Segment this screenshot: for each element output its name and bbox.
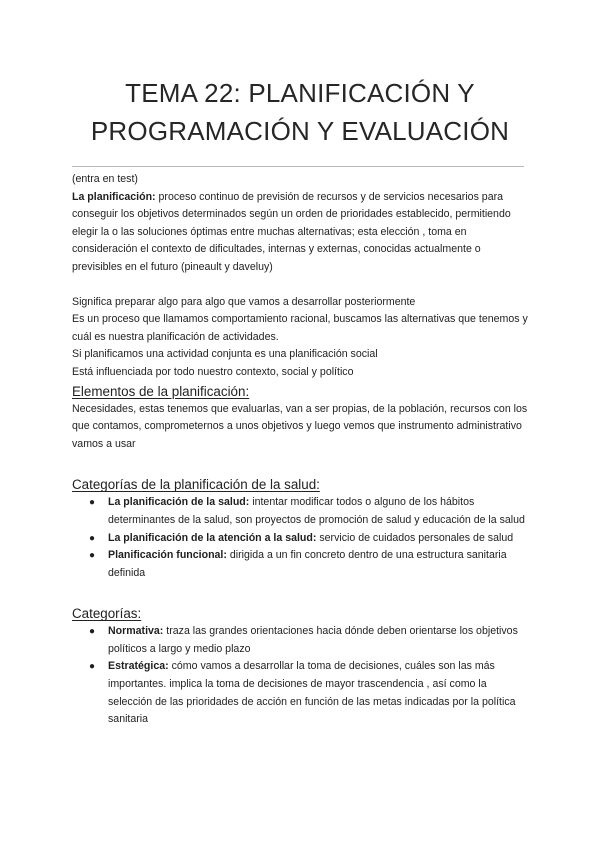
definition-text: proceso continuo de previsión de recursos y de servicios necesarios para conseguir los objetivos determinados según un orden de prioridades establecido, permitiendo elegir la o las soluciones óptimas entre muchas alternativas; esta elección , toma en consideración el contexto de dificultades, internas y externas, conocidas actualmente o previsibles en el futuro (pineault y daveluy) [72, 190, 511, 273]
page-title [0, 74, 600, 150]
spacer [72, 453, 532, 475]
list-item [72, 494, 532, 529]
item-term: La planificación de la salud: [108, 496, 250, 509]
list-item [72, 623, 532, 658]
test-note: (entra en test) [72, 173, 138, 185]
item-term: La planificación de la atención a la salud: [108, 531, 317, 544]
body-line: Si planificamos una actividad conjunta es una planificación social [72, 348, 378, 361]
categorias-salud-list [72, 494, 532, 582]
bullet-icon: ● [89, 550, 96, 562]
section-heading-categorias: Categorías: [72, 606, 142, 622]
item-text: intentar modificar todos o alguno de los hábitos determinantes de la salud, son proyectos de promoción de salud y educación de la salud [108, 496, 525, 526]
list-item [72, 658, 532, 728]
bullet-icon: ● [89, 626, 96, 638]
section-heading-elementos: Elementos de la planificación: [72, 383, 250, 399]
list-item [72, 547, 532, 582]
title-line-2: PROGRAMACIÓN Y EVALUACIÓN [90, 116, 510, 146]
bullet-icon: ● [89, 497, 96, 509]
list-item [72, 530, 532, 548]
categorias-list [72, 623, 532, 729]
bullet-icon: ● [89, 661, 96, 673]
section-heading-categorias-salud: Categorías de la planificación de la salud: [72, 477, 320, 493]
definition-paragraph [72, 189, 532, 277]
body-line: Está influenciada por todo nuestro contexto, social y político [72, 365, 354, 378]
item-term: Planificación funcional: [108, 549, 227, 562]
item-text: cómo vamos a desarrollar la toma de decisiones, cuáles son las más importantes. implica la toma de decisiones de mayor trascendencia , así como la selección de las prioridades de acción en función de las metas indicadas por la política sanitaria [108, 660, 516, 726]
document-body [72, 171, 532, 729]
item-term: Normativa: [108, 625, 164, 638]
body-line: Significa preparar algo para algo que vamos a desarrollar posteriormente [72, 295, 416, 308]
item-text: traza las grandes orientaciones hacia dónde deben orientarse los objetivos políticos a largo y medio plazo [108, 625, 518, 655]
horizontal-rule [72, 166, 524, 167]
spacer [72, 582, 532, 604]
bullet-icon: ● [89, 532, 96, 544]
spacer [72, 277, 532, 294]
definition-term: La planificación: [72, 190, 156, 203]
body-line: Es un proceso que llamamos comportamiento racional, buscamos las alternativas que tenemos y cuál es nuestra planificación de actividades. [72, 313, 528, 343]
item-text: servicio de cuidados personales de salud [316, 531, 514, 544]
title-line-1: TEMA 22: PLANIFICACIÓN Y [125, 78, 475, 108]
item-term: Estratégica: [108, 660, 169, 673]
item-text: dirigida a un fin concreto dentro de una estructura sanitaria definida [108, 549, 507, 579]
elementos-paragraph: Necesidades, estas tenemos que evaluarlas, van a ser propias, de la población, recursos con los que contamos, comprometernos a unos objetivos y luego vemos que instrumento administrativo vamos a usar [72, 402, 528, 450]
